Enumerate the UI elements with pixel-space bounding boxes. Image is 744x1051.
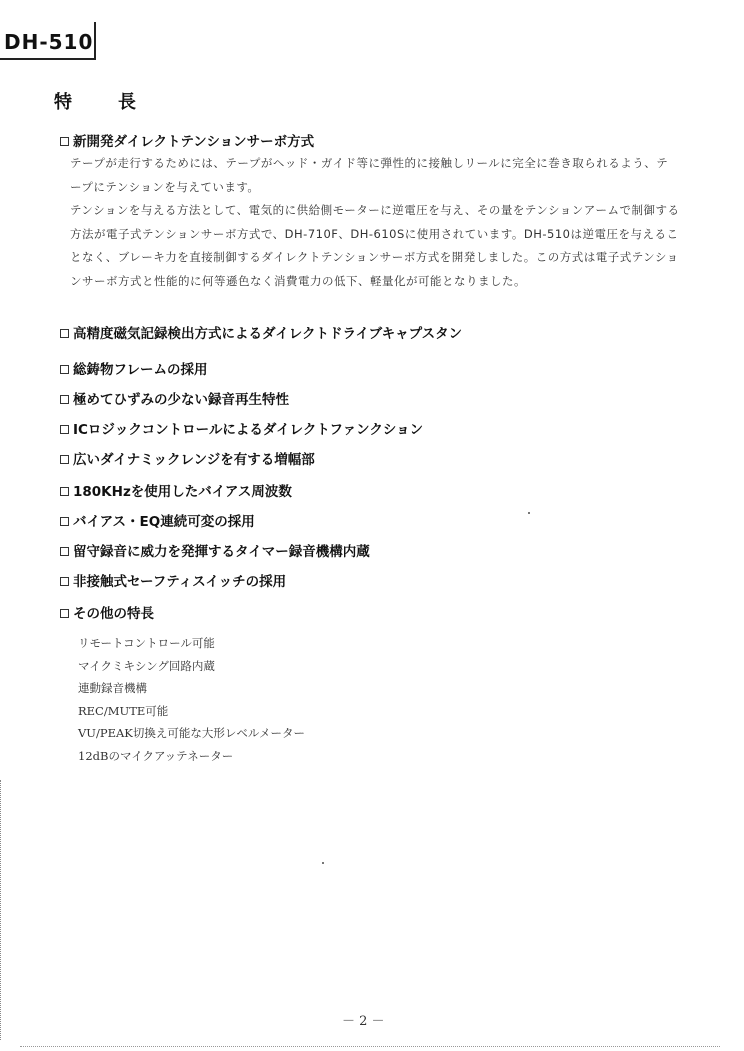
feature-item: 非接触式セーフティスイッチの採用 <box>60 570 286 590</box>
bullet-icon <box>60 487 69 496</box>
feature-item: 広いダイナミックレンジを有する増幅部 <box>60 448 315 468</box>
bullet-icon <box>60 609 69 618</box>
scan-speck <box>322 862 324 864</box>
bullet-icon <box>60 365 69 374</box>
model-label: DH-510 <box>4 30 94 54</box>
scan-margin-marks <box>0 780 3 1040</box>
scan-speck <box>528 512 530 514</box>
feature-item: ICロジックコントロールによるダイレクトファンクション <box>60 418 423 438</box>
feature-item: 高精度磁気記録検出方式によるダイレクトドライブキャプスタン <box>60 322 462 342</box>
scan-bottom-marks <box>20 1046 720 1049</box>
feature-item: 総鋳物フレームの採用 <box>60 358 207 378</box>
description-paragraph: テープが走行するためには、テープがヘッド・ガイド等に弾性的に接触しリールに完全に巻き取られるよう、テープにテンションを与えています。 <box>70 156 669 194</box>
other-feature-item: 12dBのマイクアッテネーター <box>78 748 234 763</box>
feature-item: バイアス・EQ連続可変の採用 <box>60 510 255 530</box>
bullet-icon <box>60 395 69 404</box>
other-feature-item: REC/MUTE可能 <box>78 703 169 718</box>
bullet-icon <box>60 329 69 338</box>
page-title: 特 長 <box>54 92 150 113</box>
bullet-icon <box>60 455 69 464</box>
other-feature-item: VU/PEAK切換え可能な大形レベルメーター <box>78 726 306 740</box>
feature-item: 留守録音に威力を発揮するタイマー録音機構内蔵 <box>60 540 370 560</box>
feature-item: 極めてひずみの少ない録音再生特性 <box>60 388 289 408</box>
feature-item: 180KHzを使用したバイアス周波数 <box>60 480 292 500</box>
other-feature-item: マイクミキシング回路内蔵 <box>78 658 215 673</box>
page-number: － 2 － <box>342 1014 385 1029</box>
bullet-icon <box>60 517 69 526</box>
other-feature-item: リモートコントロール可能 <box>78 636 215 650</box>
other-feature-item: 連動録音機構 <box>78 681 147 695</box>
feature-description <box>70 152 680 293</box>
bullet-icon <box>60 577 69 586</box>
feature-item: その他の特長 <box>60 602 154 622</box>
description-paragraph: テンションを与える方法として、電気的に供給側モーターに逆電圧を与え、その量をテンションアームで制御する方法が電子式テンションサーボ方式で、DH-710F、DH-610Sに使用されています。DH-510は逆電圧を与えることなく、ブレーキ力を直接制御するダイレクトテンションサーボ方式を開発しました。この方式は電子式テンションサーボ方式と性能的に何等遜色なく消費電力の低下、軽量化が可能となりました。 <box>70 203 680 288</box>
feature-item: 新開発ダイレクトテンションサーボ方式 <box>60 130 314 150</box>
bullet-icon <box>60 425 69 434</box>
bullet-icon <box>60 547 69 556</box>
bullet-icon <box>60 137 69 146</box>
other-features-list <box>78 632 305 767</box>
